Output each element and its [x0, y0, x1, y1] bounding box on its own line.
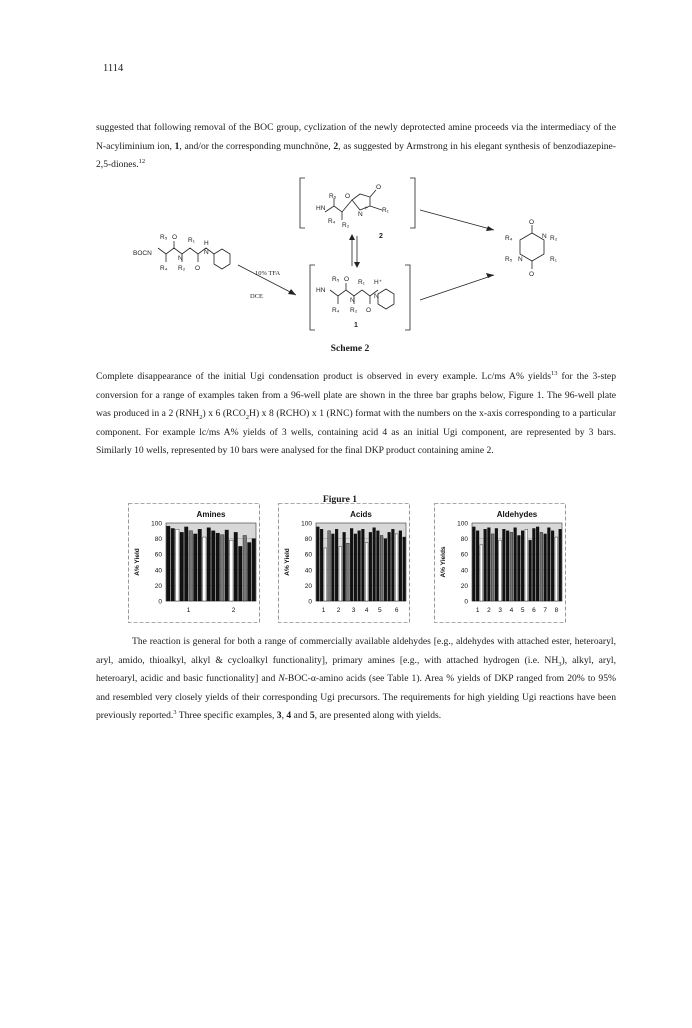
bar: [518, 535, 521, 601]
paragraph-3: [96, 633, 616, 726]
bar: [399, 531, 402, 601]
bar: [252, 539, 256, 601]
y-tick-label: 80: [304, 536, 312, 544]
p3-ref: 3: [173, 709, 177, 717]
y-axis-label: A% Yield: [134, 548, 141, 576]
chart-svg: [434, 503, 566, 623]
y-tick-label: 20: [304, 582, 312, 590]
bar: [380, 535, 383, 601]
bar: [514, 528, 517, 601]
bar: [403, 537, 406, 601]
x-tick-label: 4: [509, 607, 514, 614]
bar: [328, 531, 331, 601]
bar: [234, 532, 238, 601]
mun-o: O: [345, 193, 351, 200]
chart-title: Acids: [350, 510, 372, 519]
prod-r2: R₂: [550, 235, 558, 242]
scheme-label-2: 2: [379, 233, 383, 240]
p1-text-b: , and/or the corresponding munchnöne,: [179, 140, 334, 152]
x-tick-label: 3: [351, 607, 356, 614]
mun-r2: R₂: [342, 222, 350, 229]
prod-n2: N: [518, 256, 523, 263]
prod-r5: R₅: [505, 256, 513, 263]
bar: [369, 532, 372, 601]
bar: [189, 531, 193, 601]
bar: [167, 526, 171, 601]
bar: [395, 534, 398, 601]
chart-amines: [128, 503, 260, 623]
bar: [529, 540, 532, 601]
p2-text-1: Complete disappearance of the initial Ugi condensation product is observed in every example. Lc/ms A% yields: [96, 371, 551, 382]
bar: [339, 546, 342, 601]
bar: [216, 533, 220, 601]
y-tick-label: 100: [457, 520, 468, 528]
y-tick-label: 0: [464, 598, 468, 606]
x-tick-label: 3: [498, 607, 502, 614]
x-tick-label: 5: [520, 607, 525, 614]
y-tick-label: 20: [154, 582, 162, 590]
bar: [198, 529, 202, 601]
mun-r5: R₅: [329, 193, 337, 200]
x-tick-label: 8: [554, 607, 559, 614]
mun-r1: R₁: [382, 207, 389, 214]
start-r4: R₄: [160, 265, 168, 272]
bar: [533, 528, 536, 601]
bar: [317, 527, 320, 601]
y-tick-label: 40: [304, 567, 312, 575]
prod-n1: N: [542, 233, 547, 240]
bar: [354, 534, 357, 601]
y-tick-label: 0: [308, 598, 312, 606]
p1-bold-1: 1: [174, 140, 180, 152]
bar: [491, 534, 494, 601]
acy-r4: R₄: [332, 307, 340, 314]
acy-n2: N: [374, 293, 379, 300]
acy-r2: R₂: [350, 307, 358, 314]
acy-o2: O: [366, 307, 372, 314]
chart-aldehydes: [434, 503, 566, 623]
acy-n1: N: [350, 297, 355, 304]
x-tick-label: 1: [186, 607, 191, 614]
start-r1: R₁: [188, 237, 195, 244]
prod-o2: O: [529, 271, 535, 278]
mun-n: N: [358, 211, 363, 218]
p3-text-3: -BOC-α-amino acids (see Table 1). Area % yields of DKP ranged from 20% to 95% and resembled very closely yields of their corresponding Ugi precursors. The requirements for high yielding Ugi reactions have been previously reported.: [96, 673, 616, 722]
bar: [510, 532, 513, 601]
bar: [484, 529, 487, 601]
bar: [248, 543, 252, 602]
x-tick-label: 6: [532, 607, 536, 614]
chart-title: Amines: [196, 510, 226, 519]
mun-hn: HN: [316, 205, 326, 212]
y-tick-label: 20: [460, 582, 468, 590]
chart-acids: [278, 503, 410, 623]
bar: [230, 540, 234, 601]
start-o2: O: [195, 265, 201, 272]
p3-text-6: and: [291, 710, 310, 722]
x-tick-label: 2: [231, 607, 236, 614]
acy-h: H⁺: [374, 279, 383, 286]
bar: [185, 527, 189, 601]
bar: [362, 529, 365, 601]
p1-bold-2: 2: [333, 140, 339, 152]
p3-text-4: Three specific examples,: [176, 710, 277, 722]
x-tick-label: 2: [336, 607, 341, 614]
chart-svg: [128, 503, 260, 623]
bar: [358, 531, 361, 601]
prod-r4: R₄: [505, 235, 513, 242]
bar: [221, 535, 225, 601]
start-n2: N: [204, 249, 209, 256]
bar: [555, 537, 558, 601]
p2-sub-2: 2: [245, 414, 250, 422]
p3-sub-1: 3: [558, 660, 562, 668]
bar: [548, 528, 551, 601]
bar: [225, 530, 229, 601]
bar: [480, 545, 483, 601]
start-o: O: [172, 234, 178, 241]
y-tick-label: 40: [154, 567, 162, 575]
x-tick-label: 1: [321, 607, 326, 614]
x-tick-label: 4: [364, 607, 369, 614]
start-boc: BOCN: [133, 250, 152, 257]
start-r5: R₅: [160, 234, 168, 241]
bar: [495, 528, 498, 601]
p1-ref: 12: [138, 158, 146, 165]
p1-text-a: suggested that following removal of the BOC group, cyclization of the newly deprotected amine proceeds via the intermediacy of the N-acyliminium ion,: [96, 122, 616, 152]
bar: [347, 543, 350, 601]
plot-area: [166, 523, 256, 601]
bar: [536, 527, 539, 601]
bar: [559, 529, 562, 601]
chart-svg: [278, 503, 410, 623]
bar: [521, 531, 524, 601]
p2-text-2: for the 3-step conversion for a range of examples taken from a 96-well plate are shown in the three bar graphs below, Figure 1. The 96-well plate was produced in a 2 (RNH: [96, 371, 616, 420]
acy-r5: R₅: [332, 276, 340, 283]
bar: [488, 528, 491, 601]
scheme-2-diagram: [120, 170, 590, 340]
bar: [476, 531, 479, 601]
bar: [392, 529, 395, 601]
p3-text-2: ), alkyl, aryl, heteroaryl, acidic and basic functionality] and: [96, 654, 616, 685]
p2-ref: 13: [550, 369, 558, 377]
paragraph-1: [96, 119, 616, 175]
x-tick-label: 2: [487, 607, 491, 614]
start-n: N: [178, 255, 183, 262]
start-r2: R₂: [178, 265, 186, 272]
bar: [365, 543, 368, 602]
bar: [203, 537, 207, 601]
paragraph-2: [96, 368, 616, 461]
mun-plus: +: [364, 205, 368, 212]
p2-sub-1: 2: [199, 414, 203, 422]
y-tick-label: 100: [301, 520, 312, 528]
p3-bold-5: 5: [309, 710, 315, 722]
bar: [506, 531, 509, 601]
chart-title: Aldehydes: [496, 510, 538, 519]
p3-text-5: ,: [281, 710, 287, 722]
x-tick-label: 5: [377, 607, 382, 614]
y-tick-label: 60: [460, 551, 468, 559]
mun-r4: R₄: [328, 218, 336, 225]
scheme-caption: Scheme 2: [330, 343, 370, 354]
y-axis-label: A% Yields: [440, 546, 447, 578]
y-tick-label: 0: [158, 598, 162, 606]
y-tick-label: 100: [151, 520, 162, 528]
bar: [212, 531, 216, 601]
y-tick-label: 60: [154, 551, 162, 559]
bar: [377, 531, 380, 601]
y-axis-label: A% Yield: [284, 548, 291, 576]
bar: [171, 528, 175, 601]
reagent-tfa: 10% TFA: [255, 270, 281, 277]
p1-text-c: , as suggested by Armstrong in his elegant synthesis of benzodiazepine-2,5-diones.: [96, 140, 616, 171]
reagent-dce: DCE: [250, 293, 263, 300]
bar: [320, 529, 323, 601]
scheme-label-1: 1: [354, 322, 358, 329]
bar: [239, 546, 243, 601]
bar: [332, 534, 335, 601]
bar: [343, 532, 346, 601]
x-tick-label: 1: [475, 607, 480, 614]
start-h: H: [204, 240, 209, 247]
page-number: 1114: [103, 63, 124, 74]
y-tick-label: 80: [154, 536, 162, 544]
bar: [180, 532, 184, 601]
bar: [243, 535, 247, 601]
bar: [544, 534, 547, 601]
acy-r1: R₁: [358, 279, 365, 286]
y-tick-label: 80: [460, 536, 468, 544]
p3-bold-4: 4: [286, 710, 292, 722]
p3-text-7: , are presented along with yields.: [314, 710, 442, 722]
prod-r1: R₁: [550, 256, 557, 263]
bar: [551, 531, 554, 601]
x-tick-label: 6: [394, 607, 399, 614]
bar: [525, 529, 528, 601]
p3-bold-3: 3: [276, 710, 282, 722]
bar: [384, 539, 387, 601]
bar: [350, 528, 353, 601]
bar: [194, 534, 198, 601]
bar: [207, 528, 211, 601]
mun-o2: O: [376, 184, 382, 191]
bar: [473, 527, 476, 601]
prod-o: O: [529, 219, 535, 226]
acy-o: O: [344, 276, 350, 283]
y-tick-label: 40: [460, 567, 468, 575]
bar: [503, 529, 506, 601]
p3-italic-n: N: [278, 673, 285, 685]
p2-text-4: H) x 8 (RCHO) x 1 (RNC) format with the numbers on the x-axis corresponding to a particular component. For example lc/ms A% yields of 3 wells, containing acid 4 as an initial Ugi component, are represented by 3 bars. Similarly 10 wells, represented by 10 bars were analysed for the final DKP product containing amine 2.: [96, 408, 617, 457]
bar: [335, 529, 338, 601]
x-tick-label: 7: [543, 607, 547, 614]
bar: [540, 532, 543, 601]
bar: [324, 548, 327, 601]
bar: [373, 528, 376, 601]
y-tick-label: 60: [304, 551, 312, 559]
figure-title: Figure 1: [322, 494, 358, 505]
p3-text-1: The reaction is general for both a range of commercially available aldehydes [e.g., aldehydes with attached ester, heteroaryl, aryl, amido, thioalkyl, alkyl & cycloalkyl functionality], primary amines [e.g., with attached hydrogen (i.e. NH: [96, 636, 616, 666]
acy-hn: HN: [316, 287, 326, 294]
p2-text-3: ) x 6 (RCO: [202, 408, 246, 420]
bar: [388, 532, 391, 601]
bar: [499, 540, 502, 601]
bar: [176, 529, 180, 601]
